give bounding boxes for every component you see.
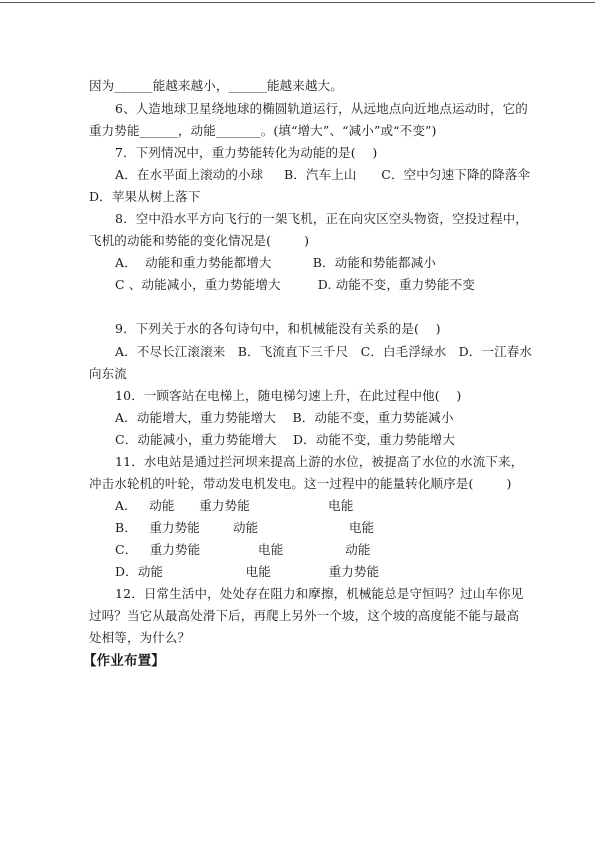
question-7: 7．下列情况中，重力势能转化为动能的是( ) <box>115 145 378 160</box>
question-12: 12．日常生活中，处处存在阻力和摩擦，机械能总是守恒吗？过山车你见 <box>115 586 524 601</box>
question-6: 6、人造地球卫星绕地球的椭圆轨道运行，从远地点向近地点运动时，它的 <box>115 101 528 116</box>
question-11: 11．水电站是通过拦河坝来提高上游的水位，被提高了水位的水流下来， <box>115 454 524 469</box>
text-line: 飞机的动能和势能的变化情况是( ) <box>89 233 310 248</box>
option-line: A．动能增大，重力势能增大 B．动能不变，重力势能减小 <box>115 410 454 425</box>
page-top-border <box>0 2 595 3</box>
option-line: A．在水平面上滚动的小球 B．汽车上山 C．空中匀速下降的降落伞 <box>115 167 531 182</box>
option-line: D．苹果从树上落下 <box>89 189 201 204</box>
option-line: C 、动能减小，重力势能增大 D. 动能不变，重力势能不变 <box>115 277 475 292</box>
section-heading: 【作业布置】 <box>83 653 165 669</box>
option-line: B． 重力势能 动能 电能 <box>115 520 375 535</box>
option-line: C．动能减小，重力势能增大 D．动能不变，重力势能增大 <box>115 432 455 447</box>
option-line: D．动能 电能 重力势能 <box>115 564 380 579</box>
option-line: A．不尽长江滚滚来 B．飞流直下三千尺 C．白毛浮绿水 D．一江春水 <box>115 344 533 359</box>
option-line: 向东流 <box>89 366 127 381</box>
question-10: 10．一顾客站在电梯上，随电梯匀速上升，在此过程中他( ) <box>115 388 462 403</box>
option-line: C． 重力势能 电能 动能 <box>115 542 371 557</box>
option-line: A． 动能 重力势能 电能 <box>115 498 354 513</box>
question-9: 9．下列关于水的各句诗句中，和机械能没有关系的是( ) <box>115 321 441 336</box>
text-line: 冲击水轮机的叶轮，带动发电机发电。这一过程中的能量转化顺序是( ) <box>89 476 512 491</box>
question-8: 8．空中沿水平方向飞行的一架飞机，正在向灾区空头物资，空投过程中， <box>115 211 528 226</box>
text-line: 重力势能______，动能_______。(填“增大”、“减小”或“不变”) <box>89 123 437 138</box>
option-line: A． 动能和重力势能都增大 B．动能和势能都减小 <box>115 255 436 270</box>
text-line: 因为______能越来越小，______能越来越大。 <box>89 78 343 93</box>
text-line: 过吗？当它从最高处滑下后，再爬上另外一个坡，这个坡的高度能不能与最高 <box>89 608 520 623</box>
text-line: 处相等，为什么？ <box>89 630 191 645</box>
